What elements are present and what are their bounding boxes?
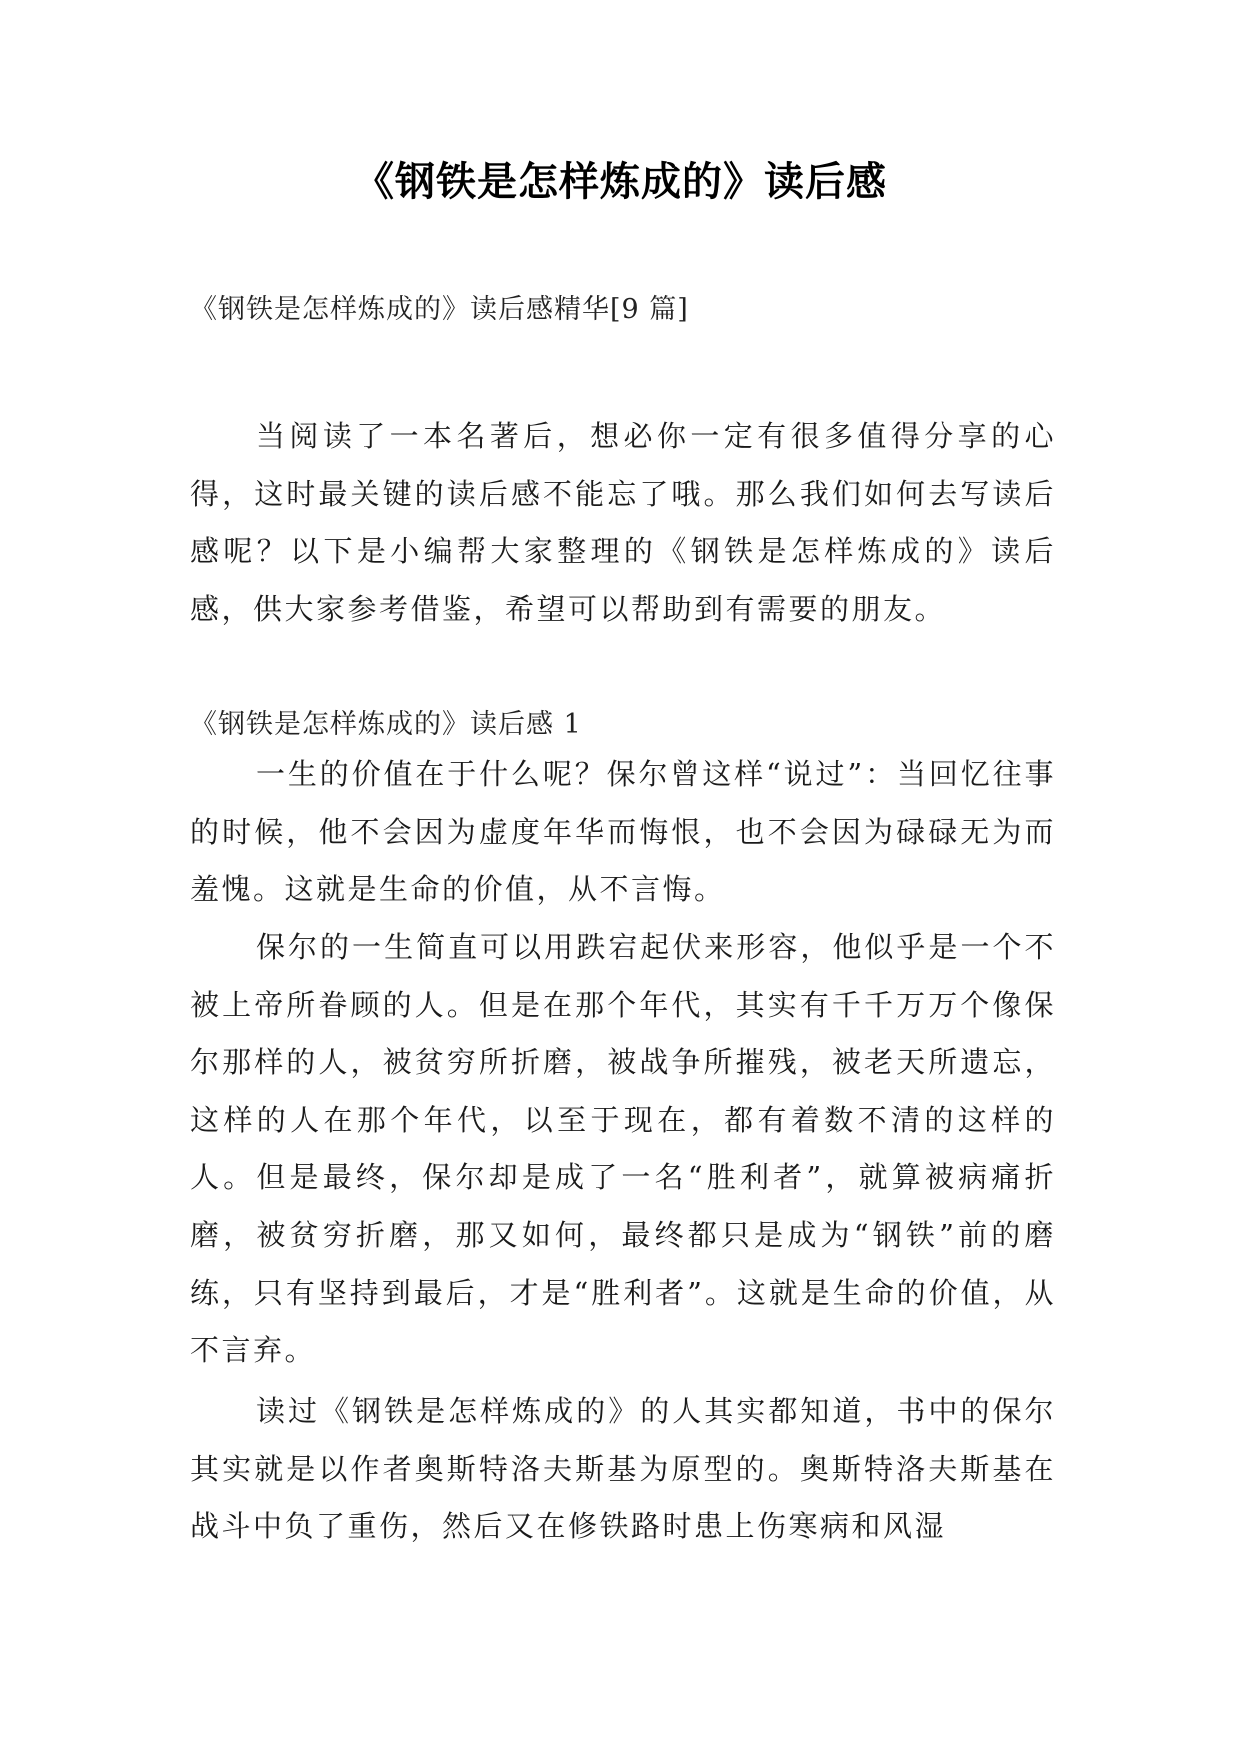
section-heading: 《钢铁是怎样炼成的》读后感 1 [190, 709, 582, 740]
document-subtitle: 《钢铁是怎样炼成的》读后感精华[9 篇] [190, 294, 689, 325]
document-title: 《钢铁是怎样炼成的》读后感 [354, 159, 887, 205]
body-paragraph: 一生的价值在于什么呢？保尔曾这样“说过”：当回忆往事的时候，他不会因为虚度年华而悔恨，也不会因为碌碌无为而羞愧。这就是生命的价值，从不言悔。 [190, 757, 1056, 907]
body-paragraph: 保尔的一生简直可以用跌宕起伏来形容，他似乎是一个不被上帝所眷顾的人。但是在那个年代，其实有千千万万个像保尔那样的人，被贫穷所折磨，被战争所摧残，被老天所遗忘，这样的人在那个年代，以至于现在，都有着数不清的这样的人。但是最终，保尔却是成了一名“胜利者”，就算被病痛折磨，被贫穷折磨，那又如何，最终都只是成为“钢铁”前的磨练，只有坚持到最后，才是“胜利者”。这就是生命的价值，从不言弃。 [190, 930, 1056, 1368]
body-paragraph: 读过《钢铁是怎样炼成的》的人其实都知道，书中的保尔其实就是以作者奥斯特洛夫斯基为原型的。奥斯特洛夫斯基在战斗中负了重伤，然后又在修铁路时患上伤寒病和风湿 [190, 1394, 1056, 1544]
intro-paragraph: 当阅读了一本名著后，想必你一定有很多值得分享的心得，这时最关键的读后感不能忘了哦。那么我们如何去写读后感呢？以下是小编帮大家整理的《钢铁是怎样炼成的》读后感，供大家参考借鉴，希望可以帮助到有需要的朋友。 [190, 419, 1056, 626]
